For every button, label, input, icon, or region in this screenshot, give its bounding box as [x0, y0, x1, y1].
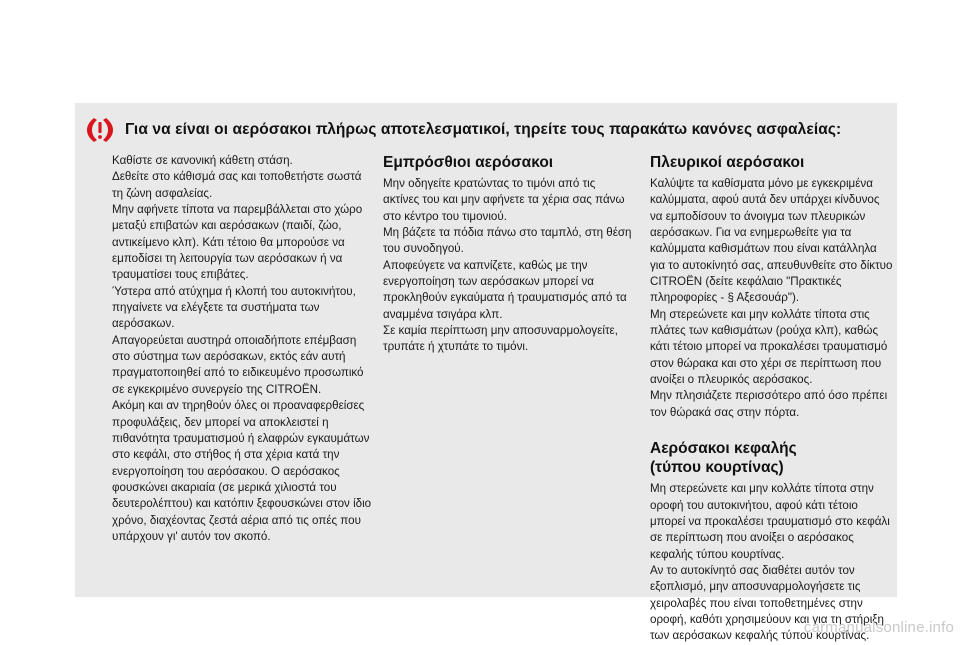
- watermark: carmanualsonline.info: [803, 619, 954, 636]
- side-airbags-heading: Πλευρικοί αερόσακοι: [650, 154, 805, 171]
- front-airbags-heading: Εμπρόσθιοι αερόσακοι: [383, 154, 554, 171]
- front-airbags-text: Μην οδηγείτε κρατώντας το τιμόνι από τις ακτίνες του και μην αφήνετε τα χέρια σας πάνω στο κέντρο του τιμονιού. Μη βάζετε τα πόδια πάνω στο ταμπλό, στη θέση του συνοδηγού. Αποφεύγετε να καπνίζετε, καθώς με την ενεργοποίηση των αερόσακων μπορεί να προκληθούν εγκαύματα ή τραυματισμός από τα αναμμένα τσιγάρα κλπ. Σε καμία περίπτωση μην αποσυναρμολογείτε, τρυπάτε ή χτυπάτε το τιμόνι.: [383, 177, 632, 354]
- curtain-airbags-heading: Αερόσακοι κεφαλής (τύπου κουρτίνας): [650, 440, 797, 477]
- general-rules-column: [112, 153, 372, 545]
- side-airbags-text: Καλύψτε τα καθίσματα μόνο με εγκεκριμένα καλύμματα, αφού αυτά δεν υπάρχει κίνδυνος να εμποδίσουν το άνοιγμα των πλευρικών αερόσακων. Για να ενημερωθείτε για τα καλύμματα καθισμάτων που είναι κατάλληλα για το αυτοκίνητό σας, απευθυνθείτε στο δίκτυο CITROËN (δείτε κεφάλαιο "Πρακτικές πληροφορίες - § Αξεσουάρ"). Μη στερεώνετε και μην κολλάτε τίποτα στις πλάτες των καθισμάτων (ρούχα κλπ), καθώς κάτι τέτοιο μπορεί να προκαλέσει τραυματισμό στον θώρακα και στο χέρι σε περίπτωση που ανοίξει ο πλευρικός αερόσακος. Μην πλησιάζετε περισσότερο από όσο πρέπει τον θώρακά σας στην πόρτα.: [650, 177, 893, 419]
- side-airbags-column: [650, 153, 895, 645]
- front-airbags-column: [383, 153, 633, 356]
- curtain-airbags-text: Μη στερεώνετε και μην κολλάτε τίποτα στην οροφή του αυτοκινήτου, αφού κάτι τέτοιο μπορεί να προκαλέσει τραυματισμό στο κεφάλι σε περίπτωση που ανοίξει ο αερόσακος κεφαλής τύπου κουρτίνας. Αν το αυτοκίνητό σας διαθέτει αυτόν τον εξοπλισμό, μην αποσυναρμολογήσετε τις χειρολαβές που είναι τοποθετημένες στην οροφή, καθότι χρησιμεύουν και για τη στήριξη των αερόσακων κεφαλής τύπου κουρτίνας.: [650, 482, 890, 643]
- header: [85, 117, 887, 143]
- general-rules-text: Καθίστε σε κανονική κάθετη στάση. Δεθείτε στο κάθισμά σας και τοποθετήστε σωστά τη ζώνη ασφαλείας. Μην αφήνετε τίποτα να παρεμβάλλεται στο χώρο μεταξύ επιβατών και αερόσακων (παιδί, ζώο, αντικείμενο κλπ). Κάτι τέτοιο θα μπορούσε να εμποδίσει τη λειτουργία των αερόσακων ή να τραυματίσει τους επιβάτες. Ύστερα από ατύχημα ή κλοπή του αυτοκινήτου, πηγαίνετε να ελέγξετε τα συστήματα των αερόσακων. Απαγορεύεται αυστηρά οποιαδήποτε επέμβαση στο σύστημα των αερόσακων, εκτός εάν αυτή πραγματοποιηθεί από το ειδικευμένο προσωπικό σε εγκεκριμένο συνεργείο της CITROËN. Ακόμη και αν τηρηθούν όλες οι προαναφερθείσες προφυλάξεις, δεν μπορεί να αποκλειστεί η πιθανότητα τραυματισμού ή ελαφρών εγκαυμάτων στο κεφάλι, στο στήθος ή στα χέρια κατά την ενεργοποίηση του αερόσακου. Ο αερόσακος φουσκώνει ακαριαία (σε μερικά χιλιοστά του δευτερολέπτου) και κατόπιν ξεφουσκώνει στον ίδιο χρόνο, διαχέοντας ζεστά αέρια από τις οπές που υπάρχουν γι' αυτόν τον σκοπό.: [112, 154, 372, 543]
- warning-icon: [85, 117, 115, 143]
- header-title: Για να είναι οι αερόσακοι πλήρως αποτελεσματικοί, τηρείτε τους παρακάτω κανόνες ασφαλείας:: [125, 121, 842, 138]
